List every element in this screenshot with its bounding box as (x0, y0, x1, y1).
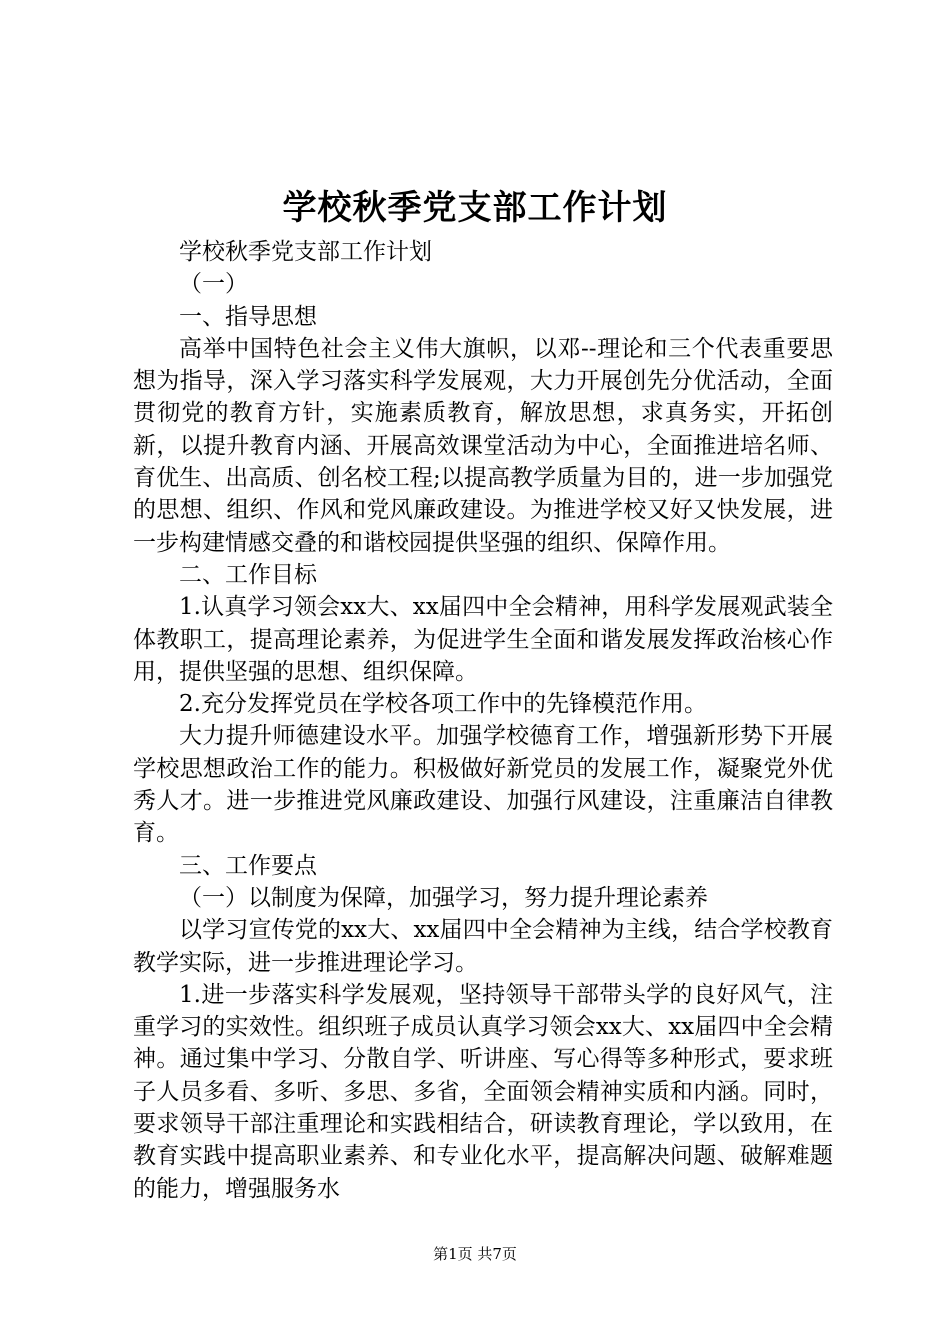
paragraph-point-1-intro: 以学习宣传党的xx大、xx届四中全会精神为主线，结合学校教育教学实际，进一步推进理论学习。 (133, 917, 833, 976)
section-heading-guiding-ideology: 一、指导思想 (179, 303, 317, 330)
section-heading-work-points: 三、工作要点 (179, 852, 317, 879)
document-title: 学校秋季党支部工作计划 (282, 188, 668, 228)
document-body (133, 236, 833, 1205)
paragraph-point-1-item-1: 1.进一步落实科学发展观，坚持领导干部带头学的良好风气，注重学习的实效性。组织班子成员认真学习领会xx大、xx届四中全会精神。通过集中学习、分散自学、听讲座、写心得等多种形式，要求班子人员多看、多听、多思、多省，全面领会精神实质和内涵。同时，要求领导干部注重理论和实践相结合，研读教育理论，学以致用，在教育实践中提高职业素养、和专业化水平，提高解决问题、破解难题的能力，增强服务水 (133, 981, 833, 1202)
paragraph-goal-2-detail: 大力提升师德建设水平。加强学校德育工作，增强新形势下开展学校思想政治工作的能力。积极做好新党员的发展工作，凝聚党外优秀人才。进一步推进党风廉政建设、加强行风建设，注重廉洁自律教育。 (133, 723, 833, 847)
paragraph-goal-1: 1.认真学习领会xx大、xx届四中全会精神，用科学发展观武装全体教职工，提高理论素养，为促进学生全面和谐发展发挥政治核心作用，提供坚强的思想、组织保障。 (133, 594, 833, 685)
paragraph-subtitle: 学校秋季党支部工作计划 (179, 239, 432, 265)
paragraph-part-one: （一） (179, 271, 248, 298)
paragraph-guiding-ideology: 高举中国特色社会主义伟大旗帜，以邓--理论和三个代表重要思想为指导，深入学习落实科学发展观，大力开展创先分优活动，全面贯彻党的教育方针，实施素质教育，解放思想，求真务实，开拓创新，以提升教育内涵、开展高效课堂活动为中心，全面推进培名师、育优生、出高质、创名校工程;以提高教学质量为目的，进一步加强党的思想、组织、作风和党风廉政建设。为推进学校又好又快发展，进一步构建情感交叠的和谐校园提供坚强的组织、保障作用。 (133, 335, 833, 556)
page-footer: 第1页 共7页 (433, 1245, 517, 1263)
section-heading-work-goals: 二、工作目标 (179, 561, 317, 588)
paragraph-goal-2: 2.充分发挥党员在学校各项工作中的先锋模范作用。 (179, 691, 707, 718)
subheading-point-1: （一）以制度为保障，加强学习，努力提升理论素养 (179, 884, 708, 911)
